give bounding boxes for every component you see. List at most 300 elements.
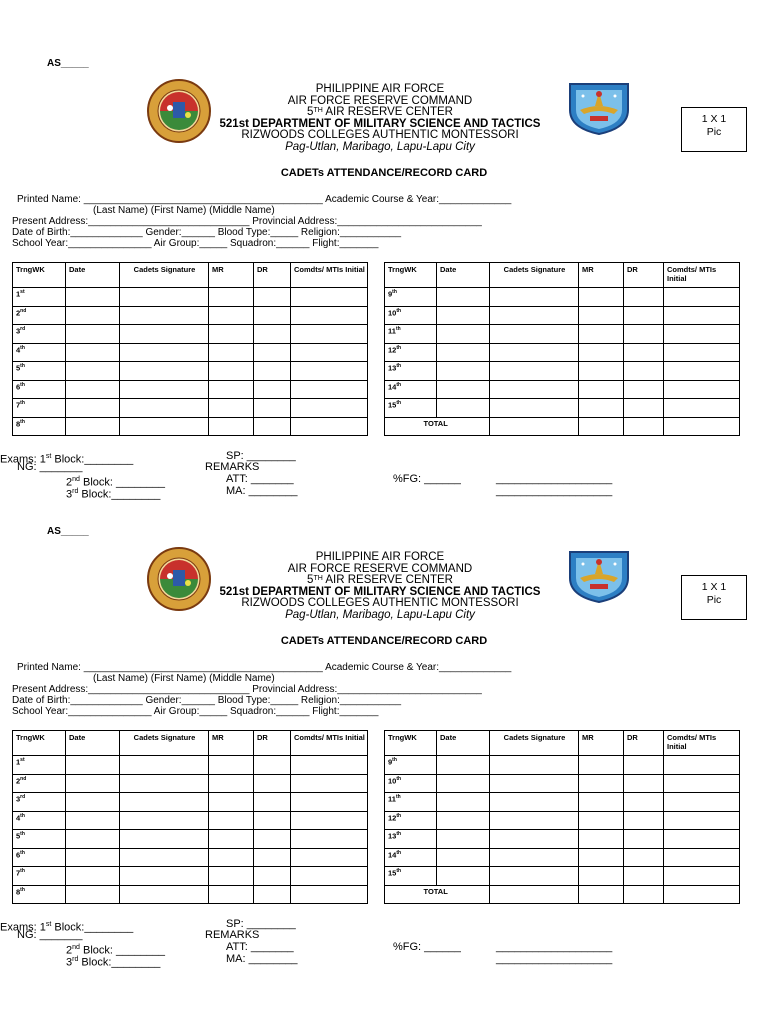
entry-cell[interactable] [120,811,209,830]
entry-cell[interactable] [66,399,120,418]
exam-ng[interactable]: NG: _______ [17,929,83,941]
entry-cell[interactable] [120,774,209,793]
entry-cell[interactable] [291,848,368,867]
header-line-3: 5TH AIR RESERVE CENTER [307,106,453,118]
col-header-mr: MR [579,731,624,756]
header-line-2: AIR FORCE RESERVE COMMAND [287,94,473,107]
entry-cell[interactable] [66,848,120,867]
entry-cell[interactable] [664,885,740,904]
week-label: 11th [385,325,437,344]
entry-cell[interactable] [437,380,490,399]
entry-cell[interactable] [664,380,740,399]
total-row [385,885,740,904]
name-parts-label: (Last Name) (First Name) (Middle Name) [93,673,275,684]
week-label: 2nd [13,306,66,325]
entry-cell[interactable] [664,325,740,344]
entry-cell[interactable] [291,343,368,362]
entry-cell[interactable] [120,343,209,362]
entry-cell[interactable] [66,811,120,830]
entry-cell[interactable] [254,343,291,362]
week-row [385,343,740,362]
entry-cell[interactable] [490,830,579,849]
entry-cell[interactable] [624,325,664,344]
entry-cell[interactable] [209,885,254,904]
week-label: 13th [385,362,437,381]
entry-cell[interactable] [490,867,579,886]
exam-third-block[interactable]: 3rd Block:________ [66,488,161,501]
week-row [13,399,368,418]
entry-cell[interactable] [490,399,579,418]
entry-cell[interactable] [624,793,664,812]
card-title: CADETs ATTENDANCE/RECORD CARD [280,167,488,179]
entry-cell[interactable] [66,885,120,904]
entry-cell[interactable] [254,380,291,399]
entry-cell[interactable] [291,756,368,775]
entry-cell[interactable] [437,306,490,325]
photo-box: 1 X 1 Pic [681,575,747,620]
name-parts-label: (Last Name) (First Name) (Middle Name) [93,205,275,216]
entry-cell[interactable] [624,867,664,886]
week-row [13,848,368,867]
week-row [13,885,368,904]
col-header-cadets-signature: Cadets Signature [490,731,579,756]
entry-cell[interactable] [66,325,120,344]
week-row [385,325,740,344]
entry-cell[interactable] [579,362,624,381]
week-row [385,811,740,830]
entry-cell[interactable] [624,380,664,399]
entry-cell[interactable] [291,306,368,325]
entry-cell[interactable] [437,288,490,307]
week-label: 1st [13,288,66,307]
entry-cell[interactable] [209,380,254,399]
exam-first-block[interactable]: Exams: 1st Block:________ [0,453,134,466]
col-header-trngwk: TrngWK [13,263,66,288]
exam-fg[interactable]: %FG: ______ [393,473,461,485]
entry-cell[interactable] [209,288,254,307]
entry-cell[interactable] [624,885,664,904]
col-header-date: Date [437,263,490,288]
exam-ma[interactable]: MA: ________ [226,953,298,965]
entry-cell[interactable] [624,343,664,362]
entry-cell[interactable] [291,417,368,436]
entry-cell[interactable] [490,380,579,399]
entry-cell[interactable] [254,362,291,381]
entry-cell[interactable] [624,417,664,436]
entry-cell[interactable] [664,362,740,381]
col-header-mr: MR [579,263,624,288]
entry-cell[interactable] [209,811,254,830]
entry-cell[interactable] [490,306,579,325]
entry-cell[interactable] [120,380,209,399]
birth-field[interactable]: Date of Birth:_____________ Gender:______ Blood Type:_____ Religion:___________ [12,695,402,706]
week-row [13,343,368,362]
header-line-2: AIR FORCE RESERVE COMMAND [287,562,473,575]
week-row [385,867,740,886]
entry-cell[interactable] [254,306,291,325]
entry-cell[interactable] [291,885,368,904]
entry-cell[interactable] [579,756,624,775]
entry-cell[interactable] [209,325,254,344]
week-label: 15th [385,399,437,418]
entry-cell[interactable] [624,362,664,381]
entry-cell[interactable] [291,288,368,307]
address-field[interactable]: Present Address:_____________________________ Provincial Address:__________________________ [12,216,482,227]
entry-cell[interactable] [254,756,291,775]
entry-cell[interactable] [490,417,579,436]
col-header-trngwk: TrngWK [13,731,66,756]
entry-cell[interactable] [120,756,209,775]
entry-cell[interactable] [437,325,490,344]
entry-cell[interactable] [490,811,579,830]
photo-box: 1 X 1 Pic [681,107,747,152]
week-label: 7th [13,399,66,418]
week-label: 12th [385,343,437,362]
entry-cell[interactable] [291,793,368,812]
col-header-date: Date [66,731,120,756]
entry-cell[interactable] [579,306,624,325]
attendance-table-weeks-9-15 [384,730,740,904]
entry-cell[interactable] [490,343,579,362]
entry-cell[interactable] [66,343,120,362]
entry-cell[interactable] [624,399,664,418]
entry-cell[interactable] [66,830,120,849]
col-header-mr: MR [209,731,254,756]
header-line-1: PHILIPPINE AIR FORCE [315,551,445,563]
entry-cell[interactable] [254,399,291,418]
entry-cell[interactable] [437,756,490,775]
entry-cell[interactable] [664,793,740,812]
entry-cell[interactable] [120,417,209,436]
remarks-line-2[interactable]: ___________________ [496,953,613,965]
entry-cell[interactable] [254,830,291,849]
entry-cell[interactable] [423,885,490,904]
entry-cell[interactable] [664,399,740,418]
remarks-line-1[interactable]: ___________________ [496,473,613,485]
entry-cell[interactable] [120,288,209,307]
col-header-dr: DR [254,731,291,756]
entry-cell[interactable] [579,774,624,793]
entry-cell[interactable] [579,885,624,904]
week-row [385,774,740,793]
entry-cell[interactable] [254,793,291,812]
entry-cell[interactable] [66,417,120,436]
attendance-table-weeks-1-8 [12,262,368,436]
as-label: AS_____ [47,526,89,537]
entry-cell[interactable] [490,288,579,307]
entry-cell[interactable] [66,288,120,307]
entry-cell[interactable] [66,306,120,325]
entry-cell[interactable] [664,306,740,325]
attendance-table-weeks-1-8 [12,730,368,904]
entry-cell[interactable] [66,867,120,886]
exam-att[interactable]: ATT: _______ [226,941,294,953]
entry-cell[interactable] [490,756,579,775]
week-label: 8th [13,417,66,436]
entry-cell[interactable] [624,830,664,849]
entry-cell[interactable] [66,362,120,381]
week-label: 1st [13,756,66,775]
entry-cell[interactable] [579,811,624,830]
entry-cell[interactable] [423,417,490,436]
week-label: 6th [13,380,66,399]
week-row [13,380,368,399]
exam-sp[interactable]: SP: ________ [226,450,296,462]
entry-cell[interactable] [624,306,664,325]
school-year-field[interactable]: School Year:_______________ Air Group:_____ Squadron:______ Flight:_______ [12,238,379,249]
header-line-5: RIZWOODS COLLEGES AUTHENTIC MONTESSORI [241,129,519,141]
entry-cell[interactable] [437,848,490,867]
exam-ma[interactable]: MA: ________ [226,485,298,497]
entry-cell[interactable] [66,793,120,812]
entry-cell[interactable] [490,325,579,344]
week-row [13,830,368,849]
total-label: TOTAL [423,418,448,428]
entry-cell[interactable] [624,848,664,867]
entry-cell[interactable] [624,774,664,793]
entry-cell[interactable] [579,867,624,886]
header-line-6: Pag-Utlan, Maribago, Lapu-Lapu City [285,608,475,621]
week-label: 7th [13,867,66,886]
entry-cell[interactable] [254,885,291,904]
entry-cell[interactable] [66,774,120,793]
header-line-6: Pag-Utlan, Maribago, Lapu-Lapu City [285,140,475,153]
entry-cell[interactable] [664,811,740,830]
printed-name-field[interactable]: Printed Name: ___________________________________________ Academic Course & Year:_____________ [17,662,512,673]
header-line-4: 521st DEPARTMENT OF MILITARY SCIENCE AND TACTICS [219,585,541,598]
as-label: AS_____ [47,58,89,69]
week-row [13,288,368,307]
entry-cell[interactable] [209,830,254,849]
entry-cell[interactable] [209,867,254,886]
col-header-trngwk: TrngWK [385,731,437,756]
entry-cell[interactable] [664,417,740,436]
week-row [385,793,740,812]
week-row [13,417,368,436]
header-line-4: 521st DEPARTMENT OF MILITARY SCIENCE AND TACTICS [219,117,541,130]
entry-cell[interactable] [291,867,368,886]
entry-cell[interactable] [437,830,490,849]
entry-cell[interactable] [490,362,579,381]
entry-cell[interactable] [490,848,579,867]
entry-cell[interactable] [664,867,740,886]
week-row [13,756,368,775]
exam-att[interactable]: ATT: _______ [226,473,294,485]
entry-cell[interactable] [579,417,624,436]
week-label: 12th [385,811,437,830]
entry-cell[interactable] [437,774,490,793]
entry-cell[interactable] [120,793,209,812]
entry-cell[interactable] [120,362,209,381]
week-row [385,362,740,381]
week-label: 9th [385,288,437,307]
entry-cell[interactable] [490,885,579,904]
week-row [385,288,740,307]
col-header-comdts-mtis-initial: Comdts/ MTIs Initial [291,731,368,756]
week-row [13,774,368,793]
entry-cell[interactable] [209,306,254,325]
entry-cell[interactable] [209,848,254,867]
week-row [13,793,368,812]
entry-cell[interactable] [254,774,291,793]
col-header-comdts-mtis-initial: Comdts/ MTIs Initial [291,263,368,288]
entry-cell[interactable] [490,774,579,793]
card-title: CADETs ATTENDANCE/RECORD CARD [280,635,488,647]
entry-cell[interactable] [624,756,664,775]
entry-cell[interactable] [254,325,291,344]
entry-cell[interactable] [120,830,209,849]
week-row [13,325,368,344]
col-header-date: Date [66,263,120,288]
col-header-dr: DR [624,263,664,288]
entry-cell[interactable] [254,417,291,436]
entry-cell[interactable] [437,811,490,830]
entry-cell[interactable] [291,362,368,381]
entry-cell[interactable] [66,756,120,775]
header-line-5: RIZWOODS COLLEGES AUTHENTIC MONTESSORI [241,597,519,609]
entry-cell[interactable] [291,325,368,344]
total-label: TOTAL [423,886,448,896]
entry-cell[interactable] [664,343,740,362]
week-label: 11th [385,793,437,812]
total-row [385,417,740,436]
entry-cell[interactable] [209,343,254,362]
col-header-mr: MR [209,263,254,288]
entry-cell[interactable] [291,774,368,793]
entry-cell[interactable] [254,848,291,867]
exam-fg[interactable]: %FG: ______ [393,941,461,953]
entry-cell[interactable] [437,793,490,812]
entry-cell[interactable] [579,288,624,307]
entry-cell[interactable] [120,885,209,904]
entry-cell[interactable] [291,399,368,418]
header-block [140,84,620,153]
address-field[interactable]: Present Address:_____________________________ Provincial Address:__________________________ [12,684,482,695]
entry-cell[interactable] [664,288,740,307]
entry-cell[interactable] [490,793,579,812]
week-label: 5th [13,830,66,849]
week-label: 9th [385,756,437,775]
printed-name-field[interactable]: Printed Name: ___________________________________________ Academic Course & Year:_____________ [17,194,512,205]
school-year-field[interactable]: School Year:_______________ Air Group:_____ Squadron:______ Flight:_______ [12,706,379,717]
entry-cell[interactable] [624,811,664,830]
entry-cell[interactable] [209,362,254,381]
entry-cell[interactable] [66,380,120,399]
week-row [385,830,740,849]
entry-cell[interactable] [254,288,291,307]
week-label: 4th [13,343,66,362]
entry-cell[interactable] [579,380,624,399]
entry-cell[interactable] [437,343,490,362]
week-label: 5th [13,362,66,381]
exam-first-block[interactable]: Exams: 1st Block:________ [0,921,134,934]
entry-cell[interactable] [209,399,254,418]
entry-cell[interactable] [664,756,740,775]
col-header-cadets-signature: Cadets Signature [120,731,209,756]
remarks-line-1[interactable]: ___________________ [496,941,613,953]
entry-cell[interactable] [579,848,624,867]
week-label: 14th [385,848,437,867]
entry-cell[interactable] [579,793,624,812]
exam-second-block[interactable]: 2nd Block: ________ [66,476,165,489]
entry-cell[interactable] [209,417,254,436]
entry-cell[interactable] [209,756,254,775]
col-header-dr: DR [624,731,664,756]
exam-third-block[interactable]: 3rd Block:________ [66,956,161,969]
header-line-1: PHILIPPINE AIR FORCE [315,83,445,95]
week-row [13,362,368,381]
entry-cell[interactable] [209,793,254,812]
week-label: 3rd [13,793,66,812]
entry-cell[interactable] [291,830,368,849]
header-block [140,552,620,621]
week-label: 15th [385,867,437,886]
week-label: 13th [385,830,437,849]
col-header-dr: DR [254,263,291,288]
entry-cell[interactable] [579,399,624,418]
col-header-cadets-signature: Cadets Signature [490,263,579,288]
entry-cell[interactable] [437,867,490,886]
week-row [13,306,368,325]
exam-second-block[interactable]: 2nd Block: ________ [66,944,165,957]
entry-cell[interactable] [291,811,368,830]
entry-cell[interactable] [254,811,291,830]
week-label: 10th [385,774,437,793]
week-row [385,848,740,867]
col-header-comdts-mtis-initial: Comdts/ MTIs Initial [664,263,740,288]
week-label: 2nd [13,774,66,793]
week-row [13,867,368,886]
entry-cell[interactable] [664,774,740,793]
entry-cell[interactable] [437,399,490,418]
entry-cell[interactable] [579,325,624,344]
remarks-line-2[interactable]: ___________________ [496,485,613,497]
entry-cell[interactable] [120,306,209,325]
week-row [385,756,740,775]
week-label: 10th [385,306,437,325]
entry-cell[interactable] [254,867,291,886]
remarks-label: REMARKS [205,461,260,473]
attendance-table-weeks-9-15 [384,262,740,436]
exam-ng[interactable]: NG: _______ [17,461,83,473]
col-header-date: Date [437,731,490,756]
entry-cell[interactable] [664,848,740,867]
entry-cell[interactable] [209,774,254,793]
header-line-3: 5TH AIR RESERVE CENTER [307,574,453,586]
entry-cell[interactable] [624,288,664,307]
col-header-cadets-signature: Cadets Signature [120,263,209,288]
entry-cell[interactable] [120,848,209,867]
week-row [13,811,368,830]
entry-cell[interactable] [291,380,368,399]
entry-cell[interactable] [579,343,624,362]
week-label: 6th [13,848,66,867]
entry-cell[interactable] [120,867,209,886]
exam-sp[interactable]: SP: ________ [226,918,296,930]
week-row [385,380,740,399]
col-header-comdts-mtis-initial: Comdts/ MTIs Initial [664,731,740,756]
week-label: 3rd [13,325,66,344]
birth-field[interactable]: Date of Birth:_____________ Gender:______ Blood Type:_____ Religion:___________ [12,227,402,238]
entry-cell[interactable] [579,830,624,849]
remarks-label: REMARKS [205,929,260,941]
entry-cell[interactable] [120,399,209,418]
week-label: 8th [13,885,66,904]
entry-cell[interactable] [120,325,209,344]
week-label: 14th [385,380,437,399]
entry-cell[interactable] [664,830,740,849]
entry-cell[interactable] [437,362,490,381]
